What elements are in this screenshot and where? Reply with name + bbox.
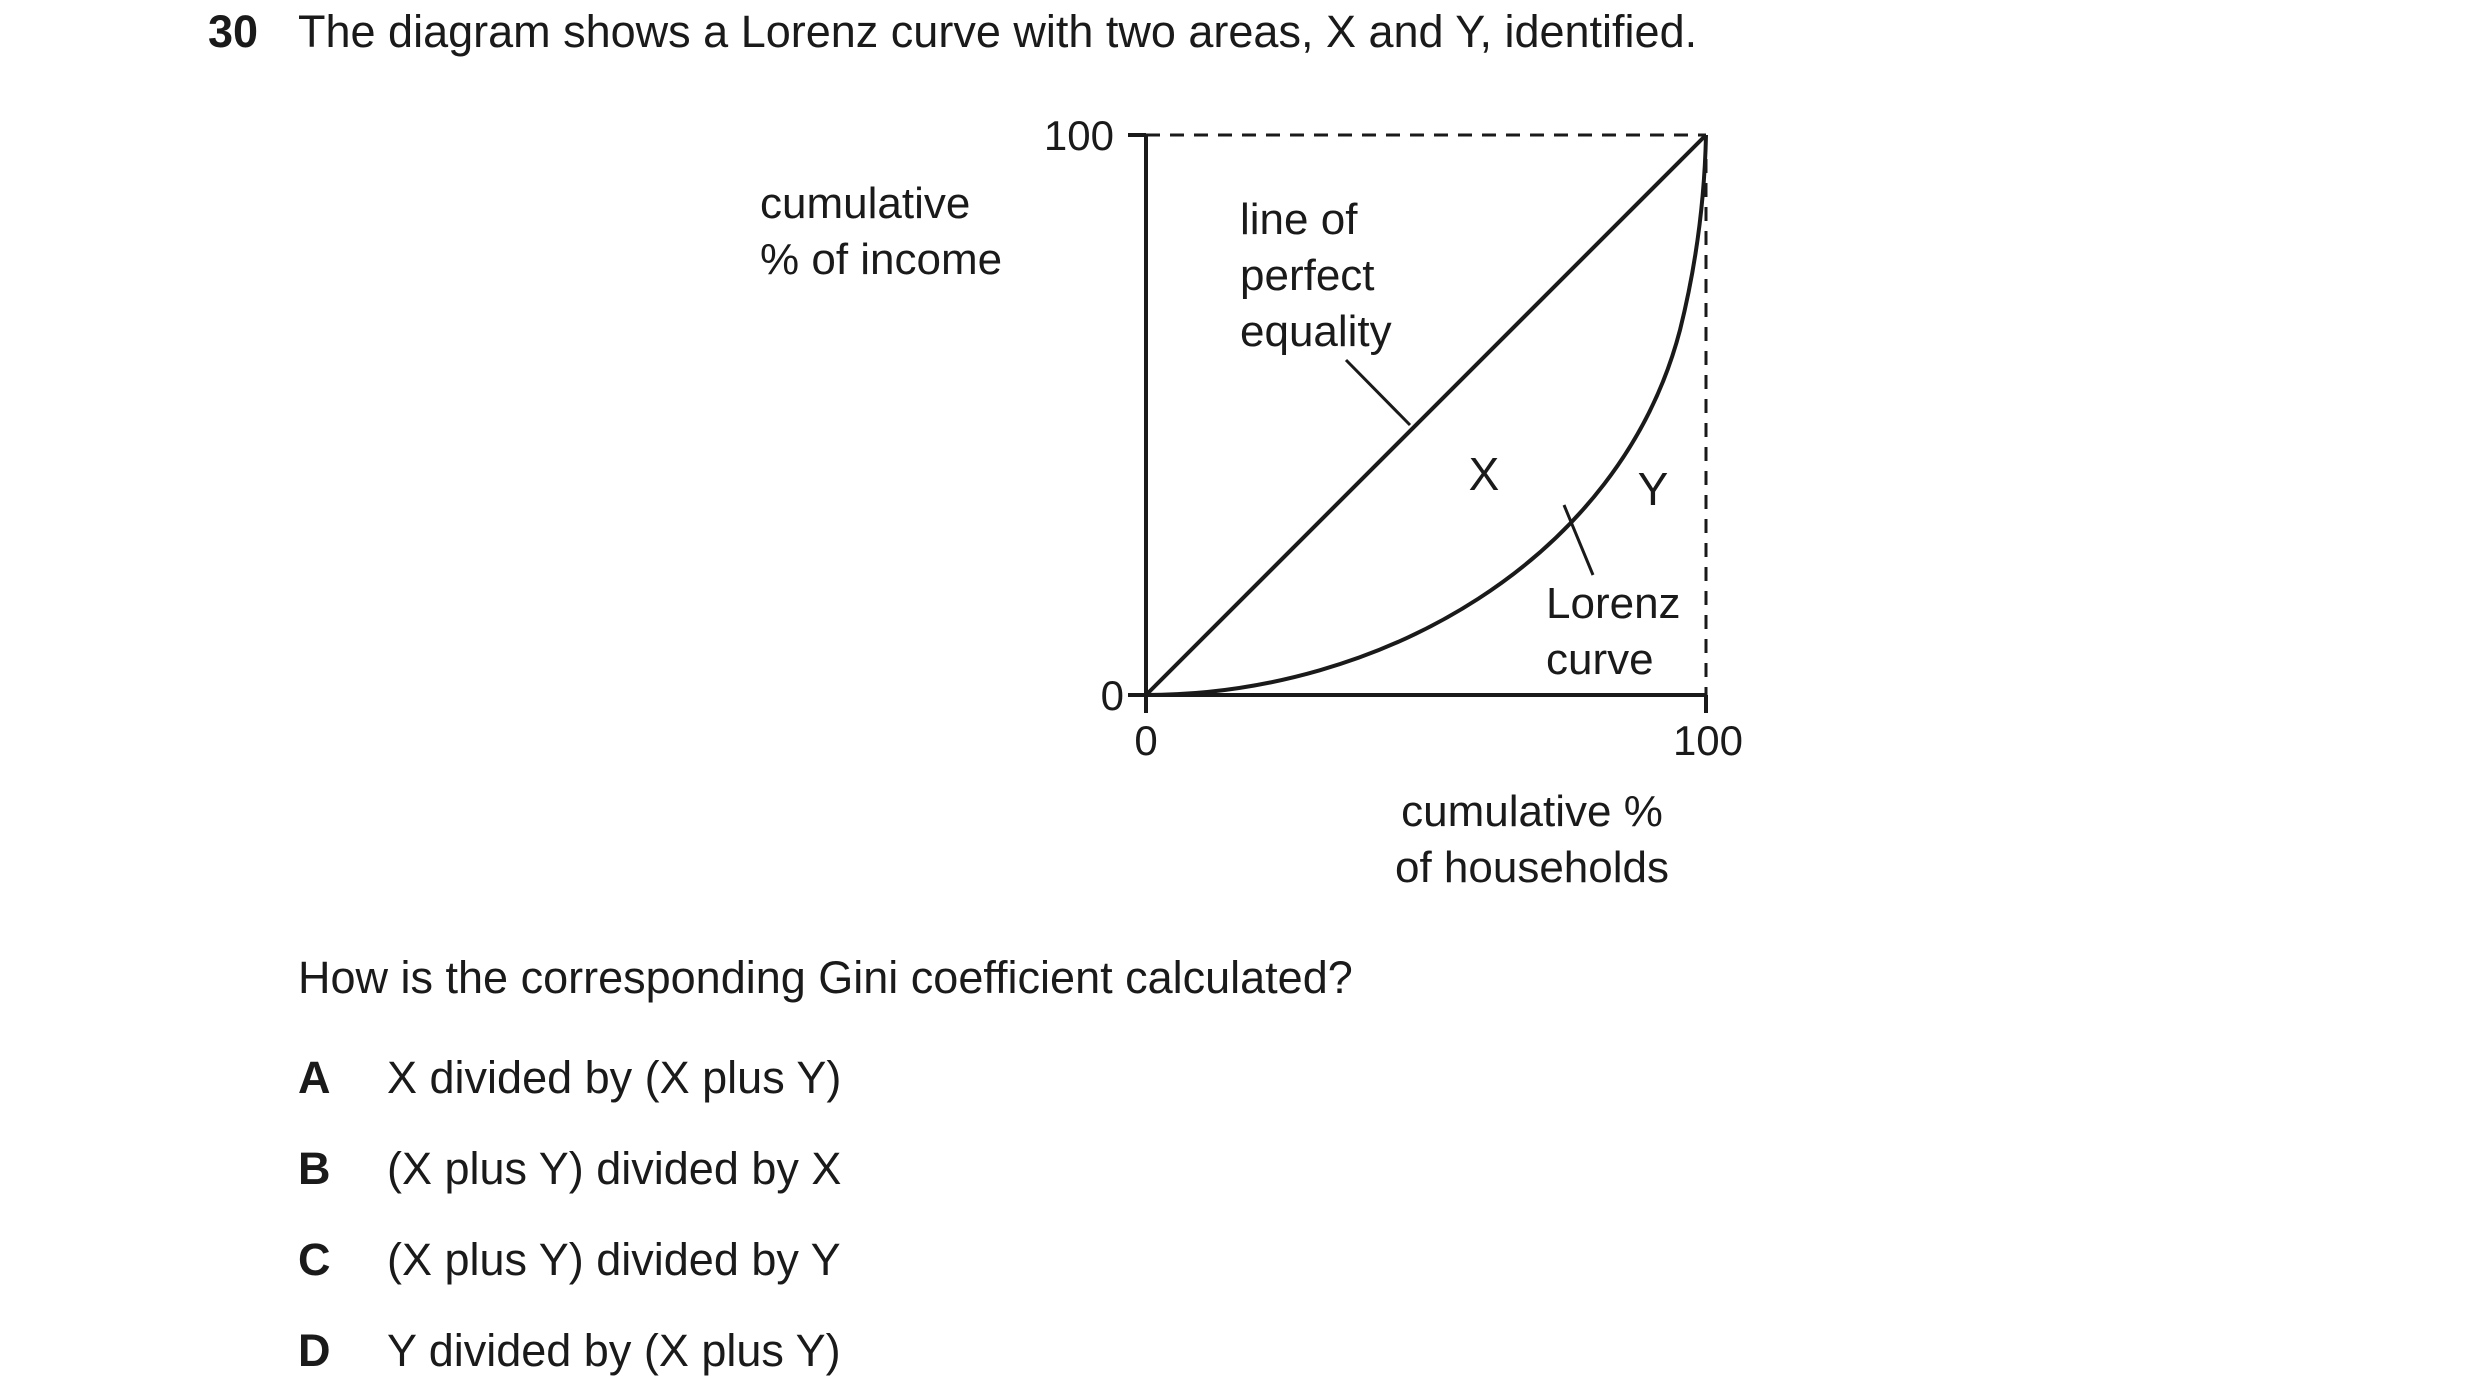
area-y-label: Y [1637,463,1669,515]
x-tick-label-0: 0 [1134,717,1158,764]
lorenz-label-line2: curve [1546,635,1654,684]
lorenz-label-line1: Lorenz [1546,579,1681,628]
y-axis-label-line2: % of income [760,235,1003,284]
y-axis-label-line1: cumulative [760,179,971,228]
y-tick-label-100: 100 [1043,112,1114,159]
option-a-text: X divided by (X plus Y) [387,1052,842,1103]
option-d-letter: D [298,1325,331,1376]
y-tick-label-0: 0 [1100,672,1124,719]
equality-leader-line [1346,360,1410,425]
option-b-text: (X plus Y) divided by X [387,1143,842,1194]
x-tick-label-100: 100 [1672,717,1744,764]
option-b-letter: B [298,1143,331,1194]
area-x-label: X [1468,448,1500,500]
question-number: 30 [208,6,259,57]
option-a-letter: A [298,1052,331,1103]
x-axis-label-line1: cumulative % [1401,787,1663,836]
option-d-text: Y divided by (X plus Y) [387,1325,841,1376]
question-prompt: How is the corresponding Gini coefficient calculated? [298,952,1353,1003]
equality-label-line3: equality [1240,307,1392,356]
equality-label-line2: perfect [1240,251,1375,300]
equality-label-line1: line of [1240,195,1358,244]
question-stem: The diagram shows a Lorenz curve with two areas, X and Y, identified. [298,6,1698,57]
option-c-letter: C [298,1234,331,1285]
option-c-text: (X plus Y) divided by Y [387,1234,841,1285]
x-axis-label-line2: of households [1395,843,1669,892]
